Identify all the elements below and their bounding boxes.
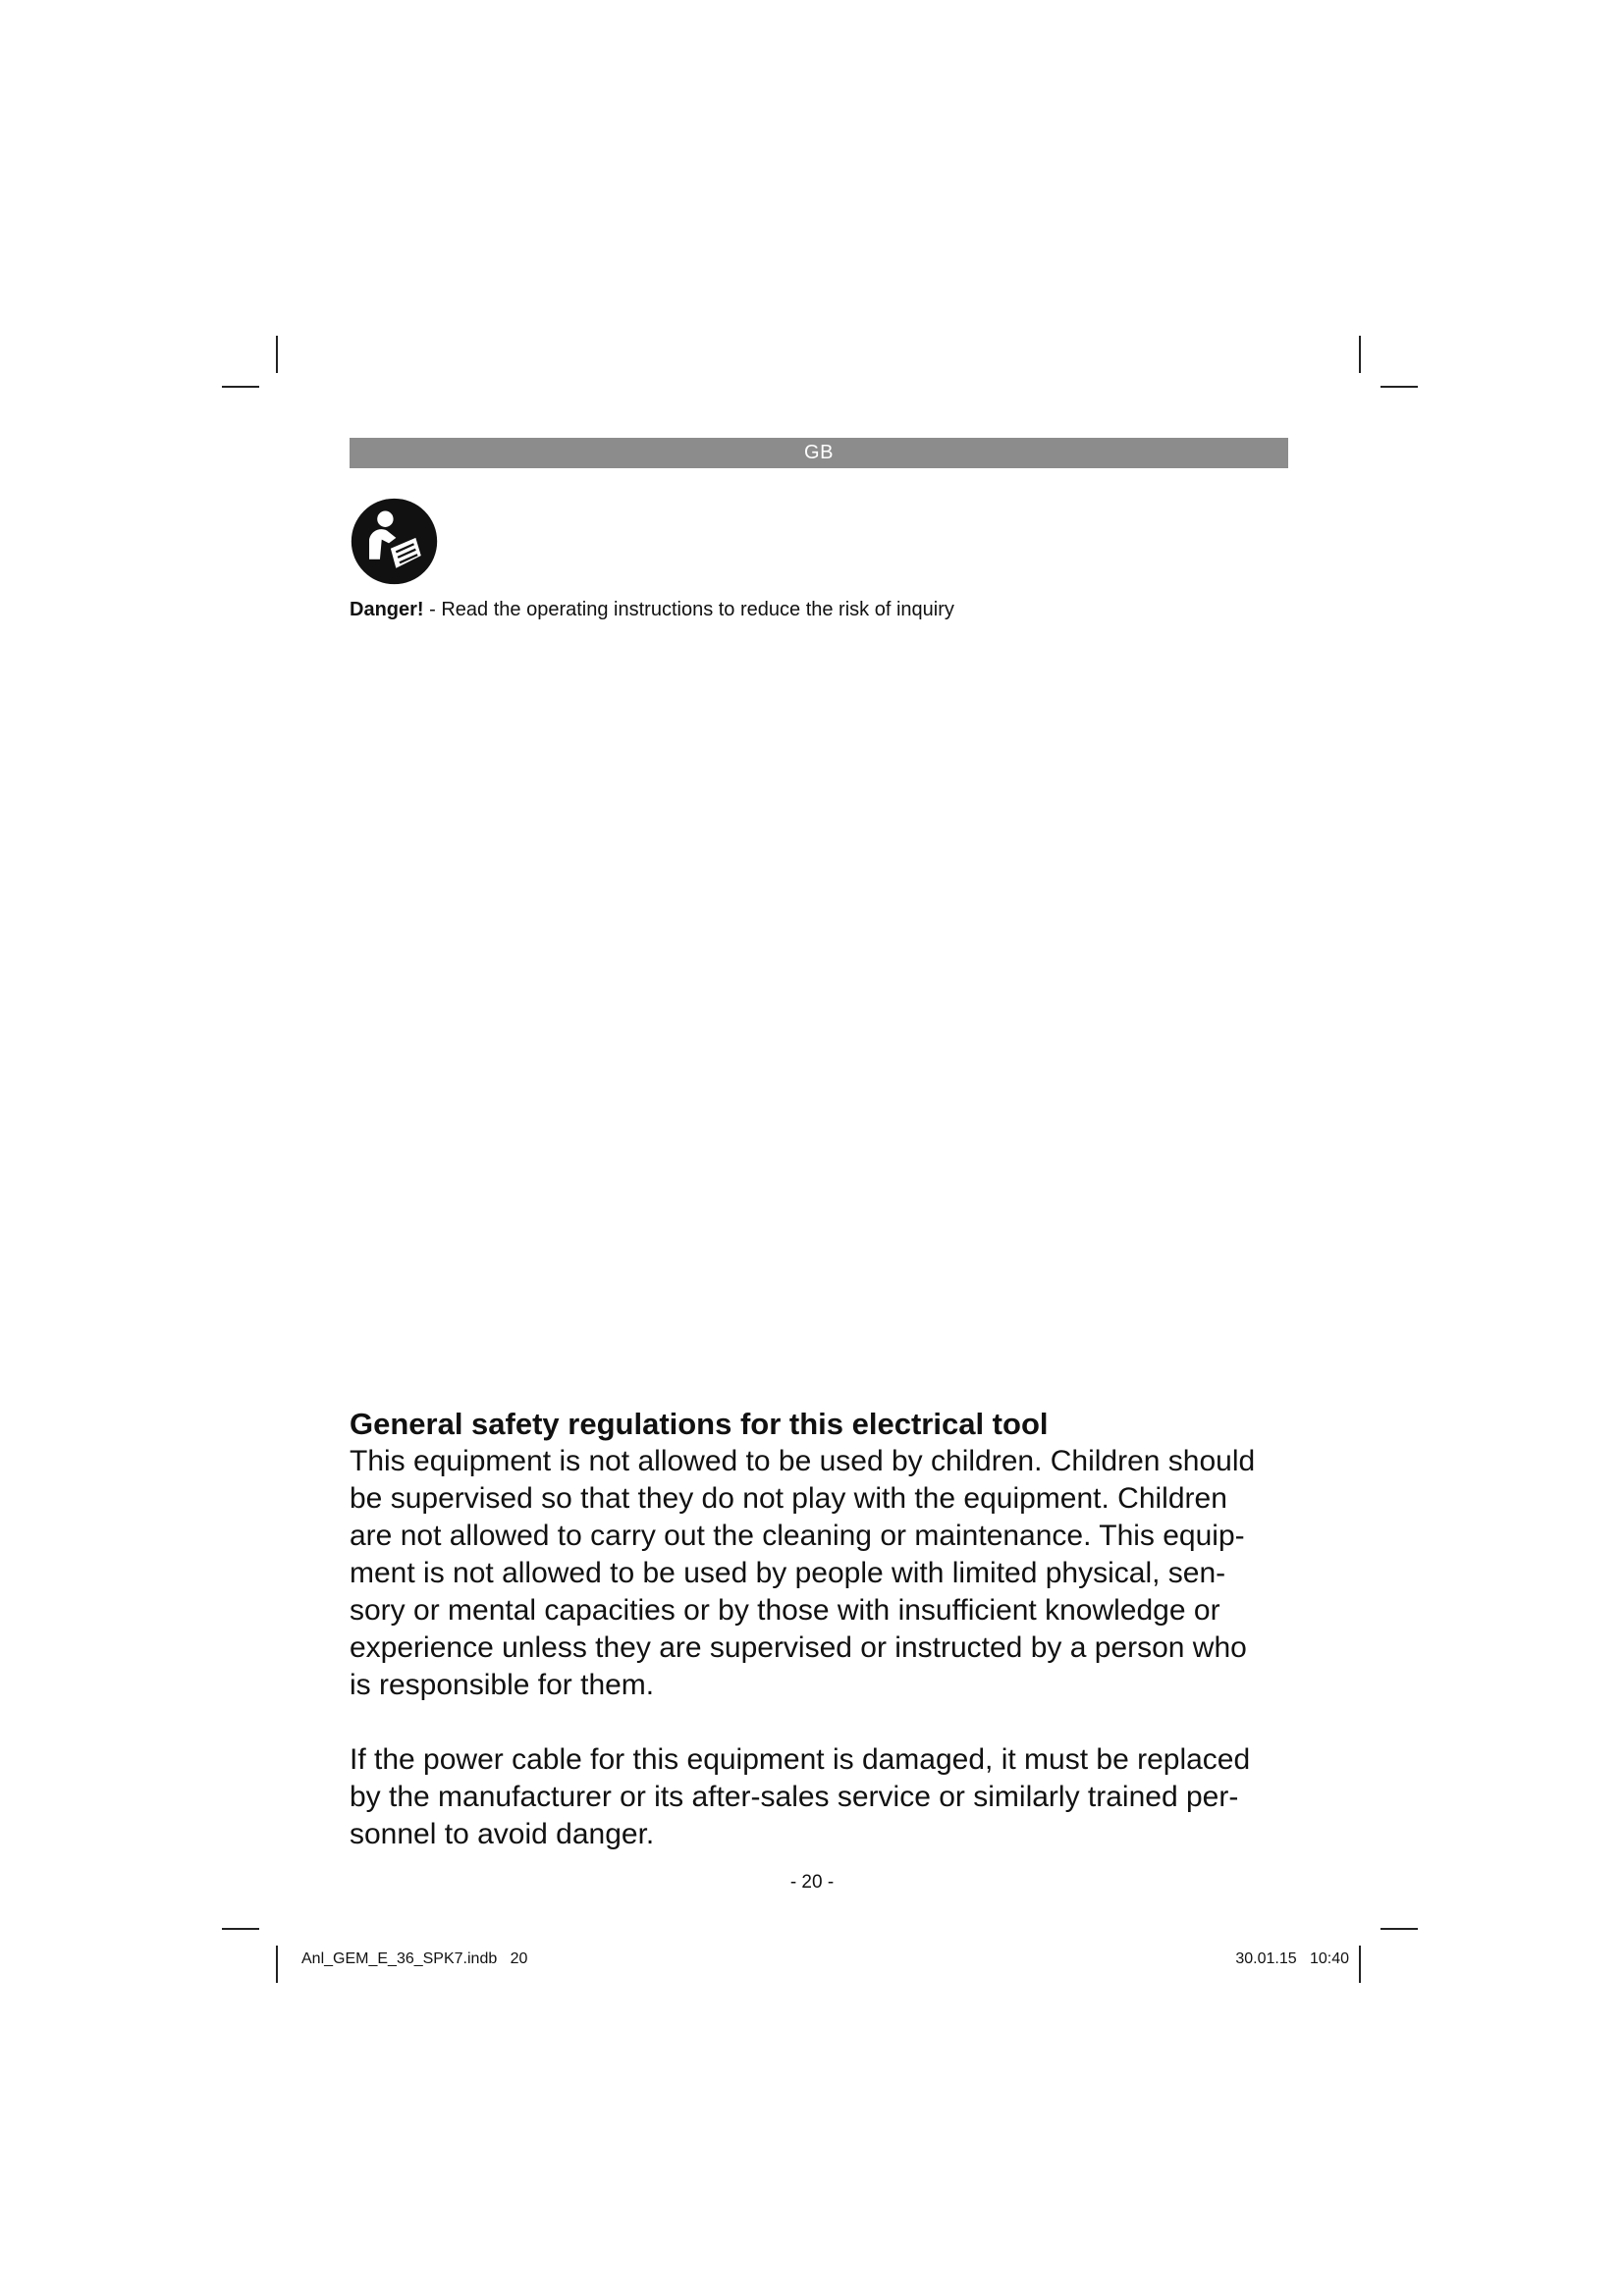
danger-text: - Read the operating instructions to reduce the risk of inquiry <box>423 599 954 620</box>
danger-label: Danger! <box>350 599 424 620</box>
read-manual-icon <box>350 497 439 586</box>
crop-mark-bottom-right-h <box>1380 1928 1418 1930</box>
footer-file-name: Anl_GEM_E_36_SPK7.indb 20 <box>301 1950 528 1967</box>
danger-warning <box>350 597 1292 622</box>
footer-datetime: 30.01.15 10:40 <box>1235 1950 1349 1967</box>
paragraph-1-line: is responsible for them. <box>350 1669 655 1701</box>
paragraph-1-line: ment is not allowed to be used by people with limited physical, sen- <box>350 1557 1226 1589</box>
section-title: General safety regulations for this electrical tool <box>350 1407 1049 1441</box>
page-number: - 20 - <box>789 1872 835 1893</box>
paragraph-2-line: If the power cable for this equipment is damaged, it must be replaced <box>350 1743 1251 1776</box>
paragraph-1-line: This equipment is not allowed to be used by children. Children should <box>350 1445 1256 1477</box>
paragraph-spacer <box>350 1704 1292 1741</box>
crop-mark-top-left-v <box>276 336 278 373</box>
paragraph-2-line: sonnel to avoid danger. <box>350 1818 655 1850</box>
paragraph-1-line: experience unless they are supervised or instructed by a person who <box>350 1631 1247 1664</box>
crop-mark-bottom-right-v <box>1359 1946 1361 1983</box>
paragraph-1-line: sory or mental capacities or by those with insufficient knowledge or <box>350 1594 1220 1627</box>
crop-mark-top-right-h <box>1380 386 1418 388</box>
safety-section <box>350 1406 1292 1853</box>
language-label: GB <box>804 442 834 463</box>
paragraph-2-line: by the manufacturer or its after-sales service or similarly trained per- <box>350 1781 1239 1813</box>
crop-mark-bottom-left-h <box>222 1928 259 1930</box>
language-header-bar <box>350 438 1288 468</box>
paragraph-1-line: are not allowed to carry out the cleaning or maintenance. This equip- <box>350 1520 1245 1552</box>
crop-mark-top-right-v <box>1359 336 1361 373</box>
crop-mark-top-left-h <box>222 386 259 388</box>
paragraph-1-line: be supervised so that they do not play with the equipment. Children <box>350 1482 1227 1515</box>
crop-mark-bottom-left-v <box>276 1946 278 1983</box>
